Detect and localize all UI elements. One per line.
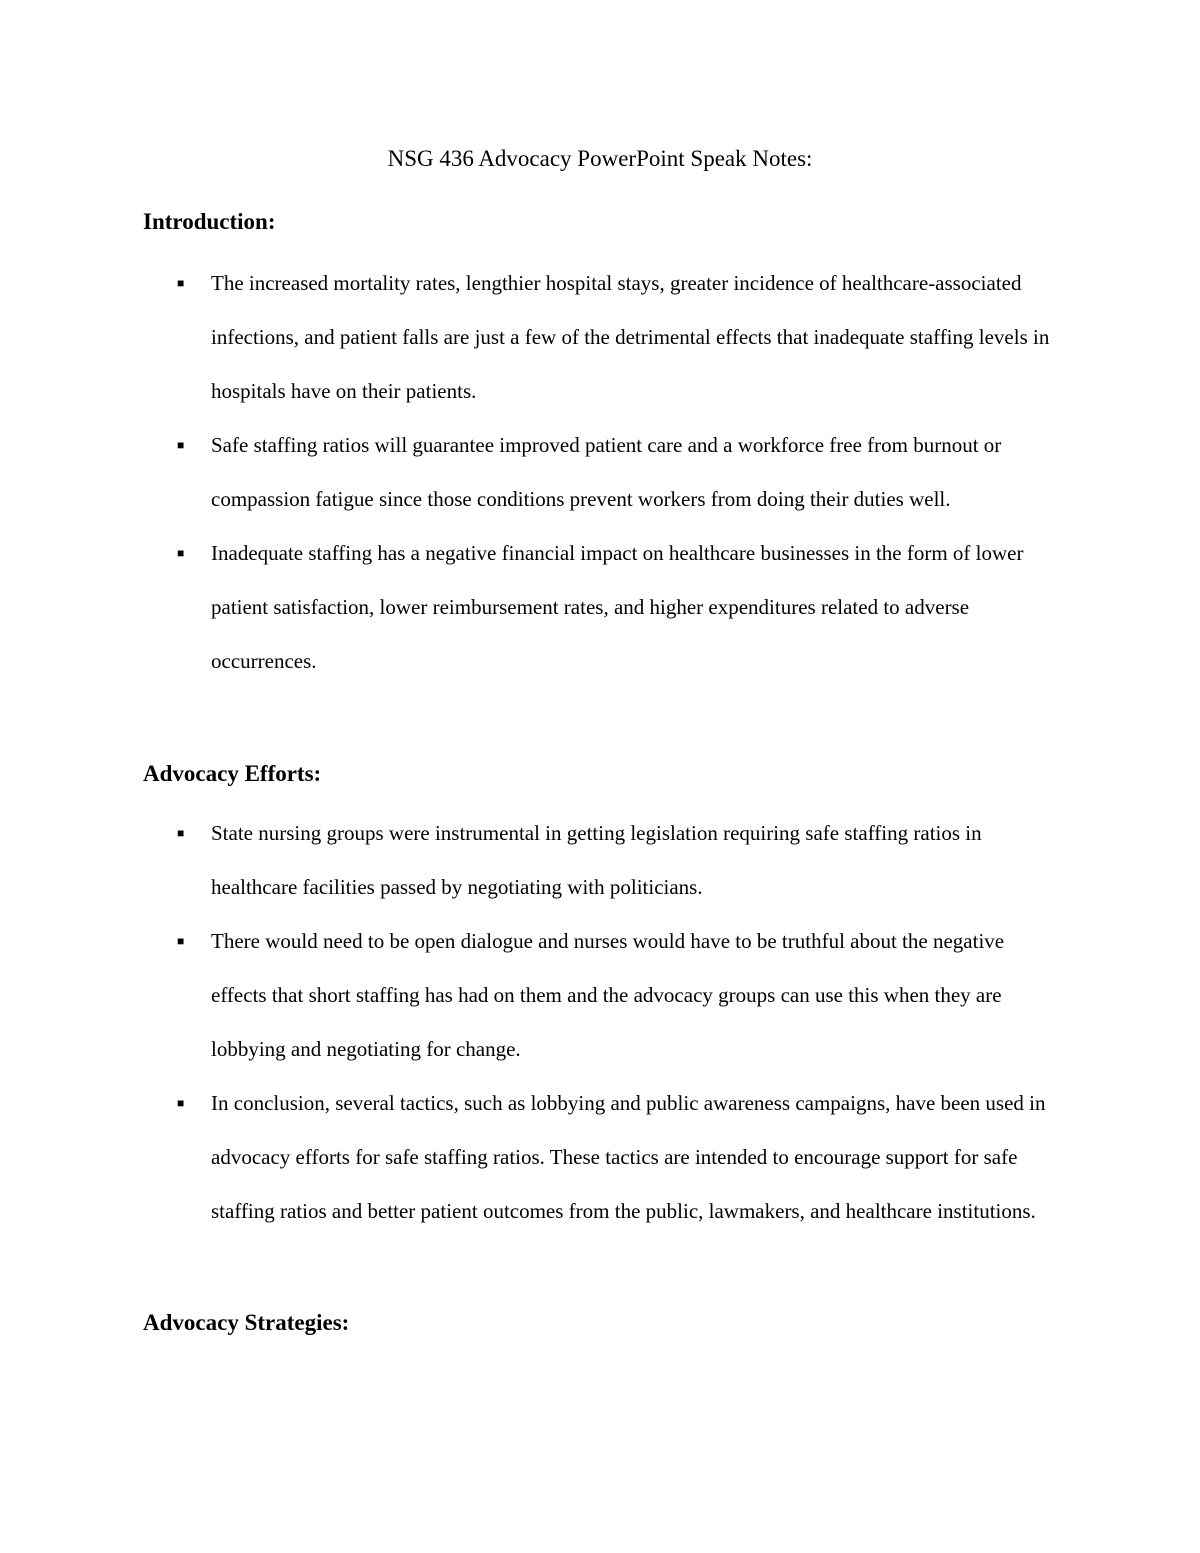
bullet-text: Inadequate staffing has a negative financial impact on healthcare businesses in the form of lower patient satisfaction, lower reimbursement rates, and higher expenditures related to adverse occurrences. xyxy=(211,541,1024,673)
list-item xyxy=(0,256,1200,418)
list-item xyxy=(0,1076,1200,1238)
square-bullet-icon: ■ xyxy=(177,934,185,948)
bullet-text: There would need to be open dialogue and nurses would have to be truthful about the negative effects that short staffing has had on them and the advocacy groups can use this when they are lobbying and negotiating for change. xyxy=(211,929,1005,1061)
square-bullet-icon: ■ xyxy=(177,1096,185,1110)
list-item xyxy=(0,418,1200,526)
advocacy-efforts-bullet-list xyxy=(0,806,1200,1238)
bullet-text: The increased mortality rates, lengthier hospital stays, greater incidence of healthcare-associated infections, and patient falls are just a few of the detrimental effects that inadequate staffing levels in hospitals have on their patients. xyxy=(211,271,1050,403)
document-title: NSG 436 Advocacy PowerPoint Speak Notes: xyxy=(387,146,813,171)
list-item xyxy=(0,806,1200,914)
square-bullet-icon: ■ xyxy=(177,826,185,840)
bullet-text: State nursing groups were instrumental in getting legislation requiring safe staffing ratios in healthcare facilities passed by negotiating with politicians. xyxy=(211,821,982,899)
square-bullet-icon: ■ xyxy=(177,276,185,290)
section-heading-introduction: Introduction: xyxy=(143,209,276,234)
list-item xyxy=(0,914,1200,1076)
section-heading-advocacy-strategies: Advocacy Strategies: xyxy=(143,1310,350,1335)
section-heading-advocacy-efforts: Advocacy Efforts: xyxy=(143,761,322,786)
square-bullet-icon: ■ xyxy=(177,546,185,560)
square-bullet-icon: ■ xyxy=(177,438,185,452)
bullet-text: In conclusion, several tactics, such as lobbying and public awareness campaigns, have been used in advocacy efforts for safe staffing ratios. These tactics are intended to encourage support for safe staffing ratios and better patient outcomes from the public, lawmakers, and healthcare institutions. xyxy=(211,1091,1046,1223)
list-item xyxy=(0,526,1200,688)
introduction-bullet-list xyxy=(0,256,1200,688)
bullet-text: Safe staffing ratios will guarantee improved patient care and a workforce free from burnout or compassion fatigue since those conditions prevent workers from doing their duties well. xyxy=(211,433,1002,511)
